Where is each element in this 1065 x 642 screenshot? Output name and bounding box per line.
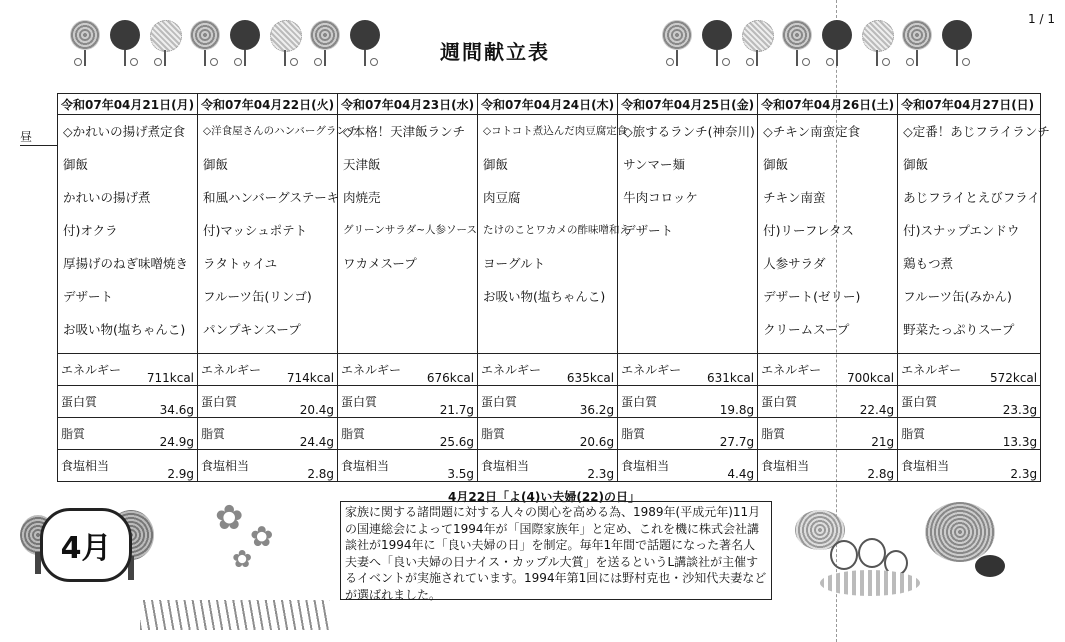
flower-icon (820, 20, 854, 68)
flower-icon (740, 20, 774, 68)
day-date: 令和07年04月24日(木) (478, 94, 618, 115)
dish-item: お吸い物(塩ちゃんこ) (483, 289, 606, 304)
nutrition-value: 700kcal (828, 354, 898, 386)
nutrition-value: 24.4g (268, 418, 338, 450)
nutrition-value: 635kcal (548, 354, 618, 386)
flower-icon (108, 20, 142, 68)
day-menu (338, 115, 478, 354)
page-number: 1 / 1 (1028, 12, 1055, 26)
nutrition-label: 蛋白質 (58, 386, 128, 418)
flower-border-left (68, 20, 382, 68)
nutrition-value: 20.4g (268, 386, 338, 418)
flower-icon (700, 20, 734, 68)
nutrition-value: 36.2g (548, 386, 618, 418)
tree-icon (925, 502, 995, 562)
nutrition-row-fat (58, 418, 1041, 450)
dish-item: 御飯 (63, 157, 89, 172)
dish-item: ◇チキン南蛮定食 (763, 124, 861, 139)
dish-item (621, 247, 754, 280)
dish-item: ワカメスープ (343, 256, 417, 271)
picnic-sheet (820, 570, 920, 596)
page-title: 週間献立表 (440, 40, 550, 64)
cherry-blossom-icon: ✿ (215, 498, 244, 538)
nutrition-label: 脂質 (478, 418, 548, 450)
dish-item: ラタトゥイユ (203, 256, 278, 271)
dish-item (341, 280, 474, 313)
dish-item: ◇かれいの揚げ煮定食 (63, 124, 186, 139)
nutrition-label: エネルギー (198, 354, 268, 386)
nutrition-label: 蛋白質 (338, 386, 408, 418)
nutrition-label: 脂質 (758, 418, 828, 450)
nutrition-row-salt (58, 450, 1041, 482)
dish-item: チキン南蛮 (763, 190, 826, 205)
dish-item: 付)オクラ (63, 223, 118, 238)
dish-item: 肉豆腐 (483, 190, 521, 205)
nutrition-label: エネルギー (898, 354, 969, 386)
dish-item: 人参サラダ (763, 256, 826, 271)
dish-item: 付)スナップエンドウ (903, 223, 1020, 238)
dish-item: クリームスープ (763, 322, 850, 337)
picnic-illustration (790, 500, 1020, 610)
nutrition-label: 蛋白質 (478, 386, 548, 418)
nutrition-label: 蛋白質 (618, 386, 688, 418)
nutrition-value: 2.8g (828, 450, 898, 482)
cherry-blossom-icon: ✿ (250, 520, 274, 553)
dish-item: かれいの揚げ煮 (63, 190, 151, 205)
flower-icon (228, 20, 262, 68)
dish-item: デザート (623, 223, 674, 238)
day-menu (618, 115, 758, 354)
nutrition-value: 25.6g (408, 418, 478, 450)
dish-item: 野菜たっぷりスープ (903, 322, 1015, 337)
nutrition-label: 食塩相当 (618, 450, 688, 482)
day-date: 令和07年04月23日(水) (338, 94, 478, 115)
nutrition-label: 食塩相当 (898, 450, 969, 482)
nutrition-row-protein (58, 386, 1041, 418)
flower-icon (348, 20, 382, 68)
dish-row (58, 115, 1041, 354)
nutrition-value: 19.8g (688, 386, 758, 418)
nutrition-label: エネルギー (618, 354, 688, 386)
nutrition-value: 3.5g (408, 450, 478, 482)
nutrition-label: 食塩相当 (198, 450, 268, 482)
flower-icon (660, 20, 694, 68)
day-menu (478, 115, 631, 354)
dish-item: あじフライとえびフライ (903, 190, 1040, 205)
cherry-blossom-icon: ✿ (232, 545, 253, 573)
flower-border-right (660, 20, 974, 68)
note-title: 4月22日「よ(4)い夫婦(22)の日」 (448, 490, 641, 504)
dish-item: ◇コトコト煮込んだ肉豆腐定食 (483, 125, 628, 137)
dish-item: 御飯 (903, 157, 929, 172)
nutrition-label: 脂質 (58, 418, 128, 450)
nutrition-label: 蛋白質 (198, 386, 268, 418)
grass-decoration (140, 600, 330, 630)
dish-item: デザート (63, 289, 114, 304)
nutrition-value: 23.3g (969, 386, 1041, 418)
nutrition-label: エネルギー (758, 354, 828, 386)
day-menu (898, 115, 1050, 354)
nutrition-label: 食塩相当 (478, 450, 548, 482)
dish-item: 和風ハンバーグステーキ (203, 190, 340, 205)
person-icon (830, 540, 858, 570)
meal-label: 昼 (20, 128, 57, 146)
flower-icon (780, 20, 814, 68)
nutrition-value: 20.6g (548, 418, 618, 450)
dish-item: 付)マッシュポテト (203, 223, 308, 238)
flower-icon (860, 20, 894, 68)
dish-item: ◇本格！天津飯ランチ (343, 124, 466, 139)
nutrition-value: 4.4g (688, 450, 758, 482)
dish-item: 天津飯 (343, 157, 381, 172)
nutrition-label: 脂質 (338, 418, 408, 450)
nutrition-value: 2.3g (969, 450, 1041, 482)
dish-item: ◇旅するランチ(神奈川) (623, 124, 755, 139)
flower-icon (308, 20, 342, 68)
dish-item (621, 313, 754, 346)
nutrition-label: エネルギー (58, 354, 128, 386)
dish-item: たけのことワカメの酢味噌和え (483, 224, 631, 236)
flower-icon (68, 20, 102, 68)
nutrition-value: 21.7g (408, 386, 478, 418)
nutrition-value: 631kcal (688, 354, 758, 386)
day-date: 令和07年04月22日(火) (198, 94, 338, 115)
dish-item: パンプキンスープ (203, 322, 301, 337)
weekly-menu-table (57, 93, 1050, 482)
dish-item (481, 313, 614, 346)
nutrition-value: 2.3g (548, 450, 618, 482)
nutrition-row-energy (58, 354, 1041, 386)
dish-item: 御飯 (763, 157, 789, 172)
day-date: 令和07年04月26日(土) (758, 94, 898, 115)
nutrition-value: 676kcal (408, 354, 478, 386)
nutrition-value: 24.9g (128, 418, 198, 450)
nutrition-value: 21g (828, 418, 898, 450)
dish-item (341, 313, 474, 346)
dish-item: ◇洋食屋さんのハンバーグランチ (203, 125, 358, 137)
dish-item: フルーツ缶(リンゴ) (203, 289, 312, 304)
dish-item: 付)リーフレタス (763, 223, 854, 238)
flower-icon (940, 20, 974, 68)
dish-item: ヨーグルト (483, 256, 546, 271)
dish-item: ◇定番！あじフライランチ (903, 124, 1050, 139)
dish-item: お吸い物(塩ちゃんこ) (63, 322, 186, 337)
dish-item (621, 280, 754, 313)
flower-icon (188, 20, 222, 68)
nutrition-label: 脂質 (618, 418, 688, 450)
day-menu (758, 115, 898, 354)
nutrition-label: 蛋白質 (758, 386, 828, 418)
nutrition-label: エネルギー (478, 354, 548, 386)
nutrition-value: 13.3g (969, 418, 1041, 450)
person-icon (858, 538, 886, 568)
flower-icon (148, 20, 182, 68)
dish-item: フルーツ缶(みかん) (903, 289, 1012, 304)
nutrition-value: 22.4g (828, 386, 898, 418)
nutrition-label: エネルギー (338, 354, 408, 386)
dish-item: 厚揚げのねぎ味噌焼き (63, 256, 189, 271)
nutrition-label: 脂質 (898, 418, 969, 450)
dish-item: 鶏もつ煮 (903, 256, 954, 271)
nutrition-value: 2.9g (128, 450, 198, 482)
day-date: 令和07年04月21日(月) (58, 94, 198, 115)
dish-item: 御飯 (483, 157, 509, 172)
day-date: 令和07年04月25日(金) (618, 94, 758, 115)
note-text: 家族に関する諸問題に対する人々の関心を高める為、1989年(平成元年)11月の国連総会によって1994年が「国際家族年」と定め、これを機に株式会社講談社が1994年に「良い夫婦の日」を制定。毎年1年間で話題になった著名人夫妻へ「良い夫婦の日ナイス・カップル大賞」を送るというL講談社が主催するイベントが実施されています。1994年第1回には野村克也・沙知代夫妻などが選ばれました。 (340, 501, 772, 600)
dish-item: デザート(ゼリー) (763, 289, 861, 304)
nutrition-label: 脂質 (198, 418, 268, 450)
dish-item: 御飯 (203, 157, 229, 172)
flower-icon (268, 20, 302, 68)
day-date: 令和07年04月27日(日) (898, 94, 1041, 115)
nutrition-label: 食塩相当 (58, 450, 128, 482)
month-badge: 4月 (40, 508, 132, 582)
day-menu (58, 115, 198, 354)
dish-item: 牛肉コロッケ (623, 190, 698, 205)
dish-item: 肉焼売 (343, 190, 381, 205)
dish-item: サンマー麺 (623, 157, 685, 172)
nutrition-value: 714kcal (268, 354, 338, 386)
day-menu (198, 115, 358, 354)
nutrition-label: 食塩相当 (338, 450, 408, 482)
dog-icon (975, 555, 1005, 577)
date-row (58, 94, 1041, 115)
nutrition-label: 食塩相当 (758, 450, 828, 482)
nutrition-value: 711kcal (128, 354, 198, 386)
flower-icon (900, 20, 934, 68)
nutrition-value: 572kcal (969, 354, 1041, 386)
nutrition-value: 2.8g (268, 450, 338, 482)
nutrition-value: 34.6g (128, 386, 198, 418)
nutrition-value: 27.7g (688, 418, 758, 450)
nutrition-label: 蛋白質 (898, 386, 969, 418)
dish-item: グリーンサラダ~人参ソース (343, 224, 477, 236)
